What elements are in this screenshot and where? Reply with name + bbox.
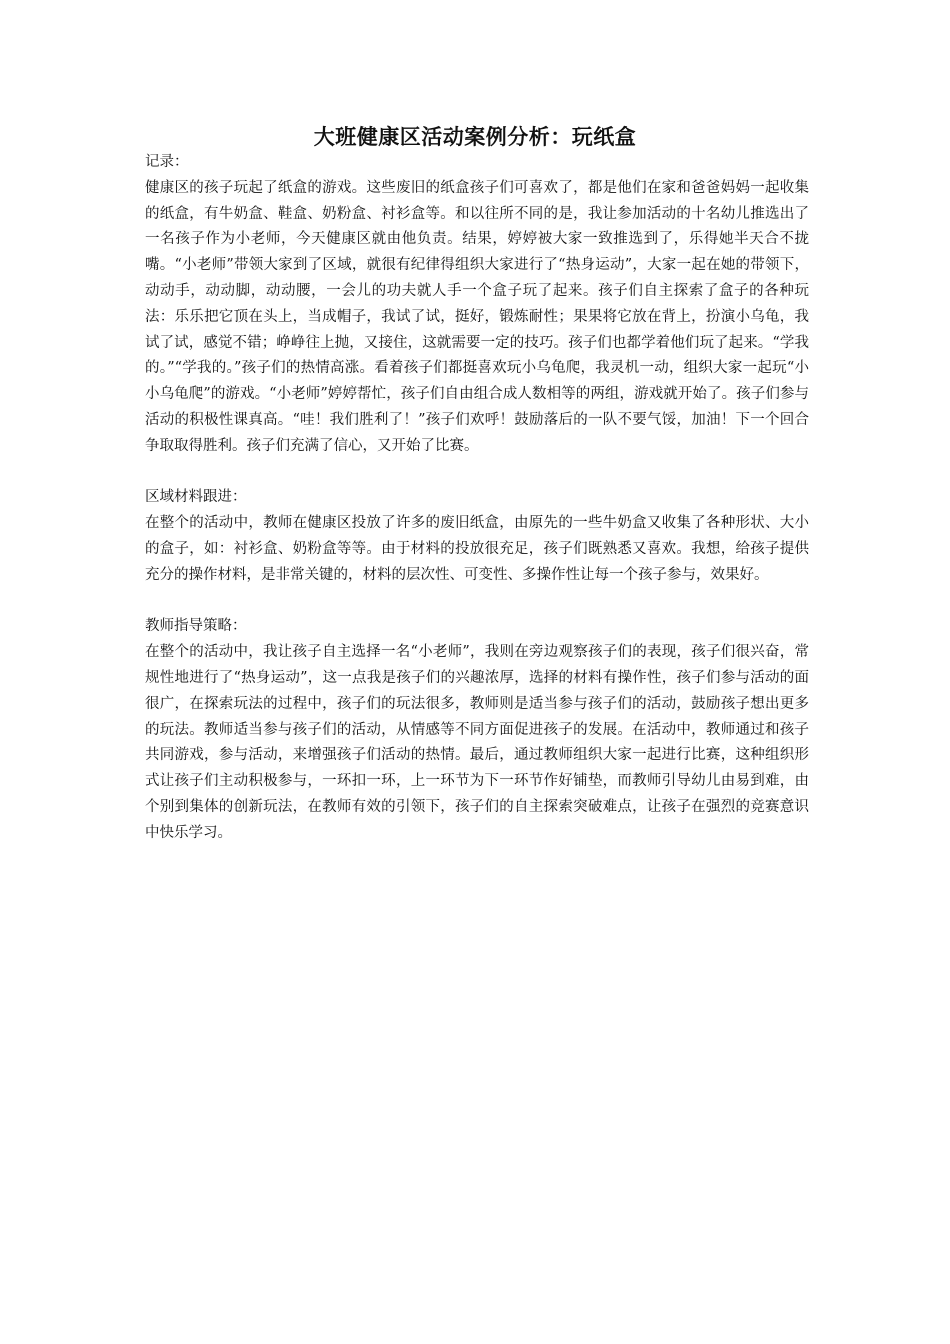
paragraph-spacer xyxy=(145,460,809,486)
section-heading: 区域材料跟进： xyxy=(145,489,247,506)
section-materials xyxy=(145,485,809,588)
section-paragraph: 在整个的活动中，我让孩子自主选择一名“小老师”，我则在旁边观察孩子们的表现，孩子们很兴奋，常规性地进行了“热身运动”，这一点我是孩子们的兴趣浓厚，选择的材料有操作性，孩子们参与活动的面很广，在探索玩法的过程中，孩子们的玩法很多，教师则是适当参与孩子们的活动，鼓励孩子想出更多的玩法。教师适当参与孩子们的活动，从情感等不同方面促进孩子的发展。在活动中，教师通过和孩子共同游戏，参与活动，来增强孩子们活动的热情。最后，通过教师组织大家一起进行比赛，这种组织形式让孩子们主动积极参与，一环扣一环，上一环节为下一环节作好铺垫，而教师引导幼儿由易到难，由个别到集体的创新玩法，在教师有效的引领下，孩子们的自主探索突破难点，让孩子在强烈的竞赛意识中快乐学习。 xyxy=(145,644,809,841)
document-body xyxy=(145,150,809,847)
paragraph-spacer xyxy=(145,589,809,615)
section-paragraph: 健康区的孩子玩起了纸盒的游戏。这些废旧的纸盒孩子们可喜欢了，都是他们在家和爸爸妈妈一起收集的纸盒，有牛奶盒、鞋盒、奶粉盒、衬衫盒等。和以往所不同的是，我让参加活动的十名幼儿推选出了一名孩子作为小老师，今天健康区就由他负责。结果，婷婷被大家一致推选到了，乐得她半天合不拢嘴。“小老师”带领大家到了区域，就很有纪律得组织大家进行了“热身运动”，大家一起在她的带领下，动动手，动动脚，动动腰，一会儿的功夫就人手一个盒子玩了起来。孩子们自主探索了盒子的各种玩法：乐乐把它顶在头上，当成帽子，我试了试，挺好，锻炼耐性；果果将它放在背上，扮演小乌龟，我试了试，感觉不错；峥峥往上抛，又接住，这就需要一定的技巧。孩子们也都学着他们玩了起来。“学我的。”“学我的。”孩子们的热情高涨。看着孩子们都挺喜欢玩小乌龟爬，我灵机一动，组织大家一起玩“小小乌龟爬”的游戏。“小老师”婷婷帮忙，孩子们自由组合成人数相等的两组，游戏就开始了。孩子们参与活动的积极性课真高。“哇！我们胜利了！”孩子们欢呼！鼓励落后的一队不要气馁，加油！下一个回合争取取得胜利。孩子们充满了信心，又开始了比赛。 xyxy=(145,179,809,454)
section-heading: 教师指导策略： xyxy=(145,618,247,635)
section-heading: 记录： xyxy=(145,154,189,170)
section-teacher-strategy xyxy=(145,614,809,846)
section-paragraph: 在整个的活动中，教师在健康区投放了许多的废旧纸盒，由原先的一些牛奶盒又收集了各种形状、大小的盒子，如：衬衫盒、奶粉盒等等。由于材料的投放很充足，孩子们既熟悉又喜欢。我想，给孩子提供充分的操作材料，是非常关键的，材料的层次性、可变性、多操作性让每一个孩子参与，效果好。 xyxy=(145,515,809,583)
document-title: 大班健康区活动案例分析：玩纸盒 xyxy=(313,125,637,149)
section-record xyxy=(145,150,809,460)
